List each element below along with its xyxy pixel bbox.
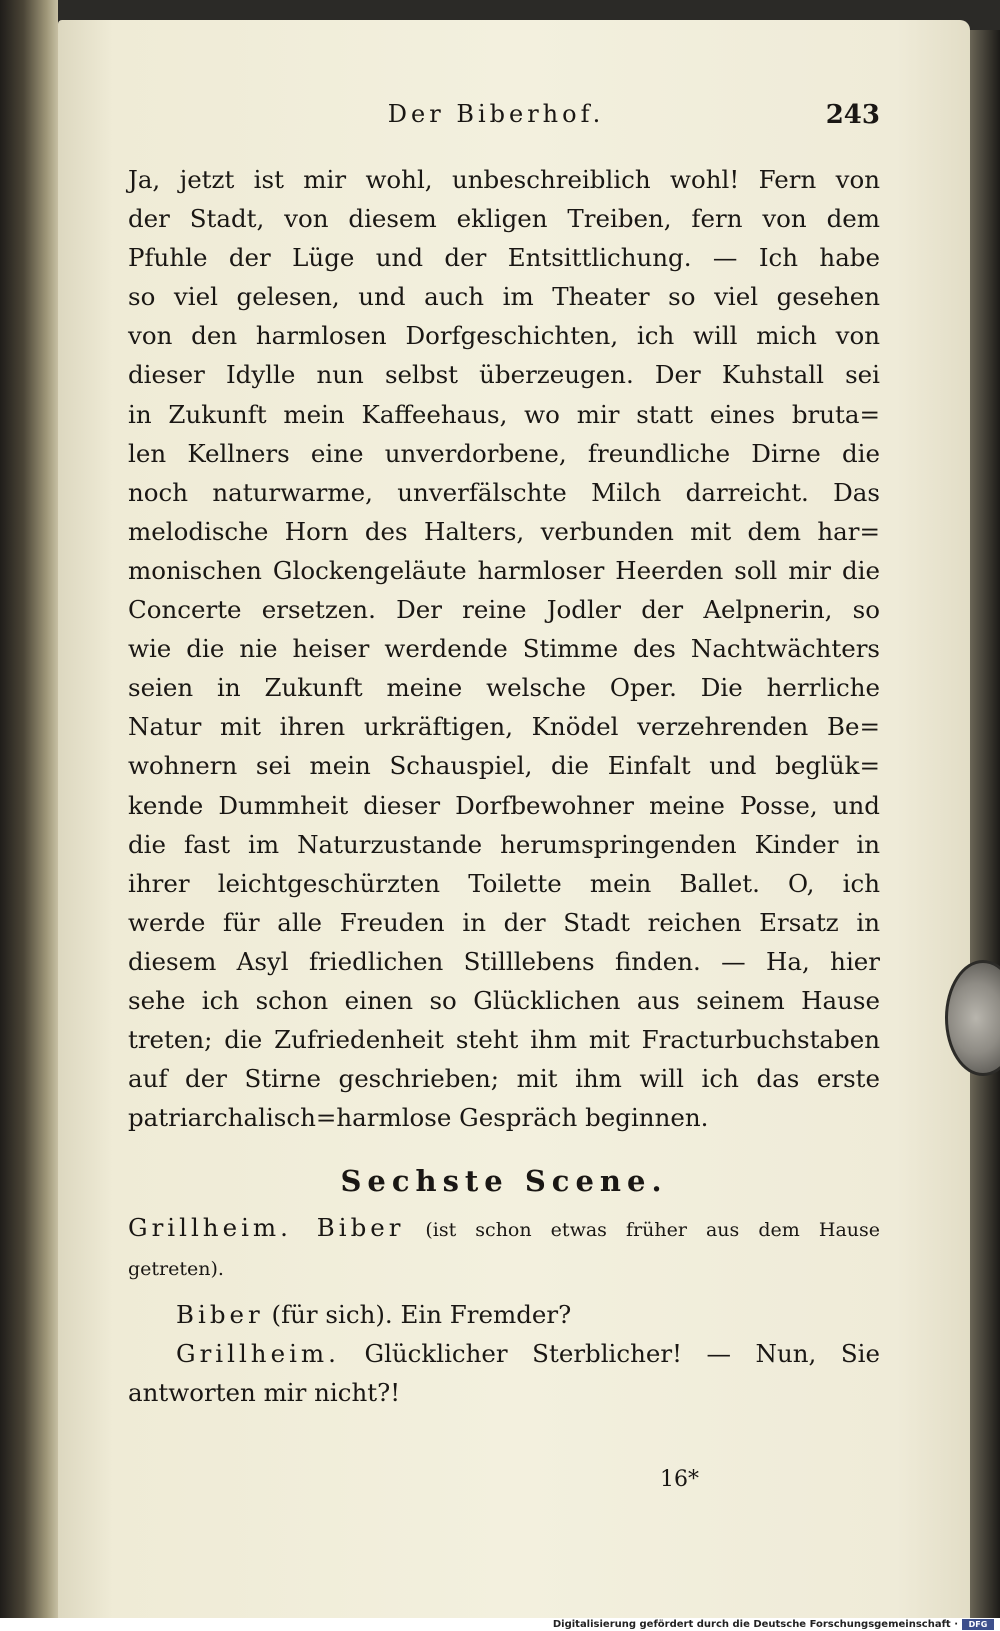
text-line: monischen Glockengeläute harmloser Heerden soll mir die [128, 555, 880, 585]
text-line: diesem Asyl friedlichen Stilllebens finden. — Ha, hier [128, 946, 880, 976]
text-line: ihrer leichtgeschürzten Toilette mein Ballet. O, ich [128, 868, 880, 898]
dfg-logo: DFG [962, 1619, 994, 1630]
text-line: in Zukunft mein Kaffeehaus, wo mir statt eines bruta= [128, 399, 880, 429]
dialogue [128, 1295, 880, 1412]
stage-direction: (ist schon etwas früher aus dem Hause [425, 1219, 881, 1242]
speaker-name: Biber [176, 1299, 264, 1329]
text-line: werde für alle Freuden in der Stadt reichen Ersatz in [128, 907, 880, 937]
text-line: von den harmlosen Dorfgeschichten, ich will mich von [128, 321, 880, 351]
text-line: der Stadt, von diesem ekligen Treiben, fern von dem [128, 204, 880, 234]
cast-line [128, 1208, 880, 1247]
page-number: 243 [825, 100, 880, 130]
text-line: dieser Idylle nun selbst überzeugen. Der Kuhstall sei [128, 360, 880, 390]
text-line: noch naturwarme, unverfälschte Milch darreicht. Das [128, 477, 880, 507]
dialogue-line [128, 1334, 880, 1373]
book-edge-right [970, 30, 1000, 1618]
text-line: wie die nie heiser werdende Stimme des Nachtwächters [128, 634, 880, 664]
text-line: treten; die Zufriedenheit steht ihm mit Fracturbuchstaben [128, 1025, 880, 1055]
text-line: melodische Horn des Halters, verbunden mit dem har= [128, 516, 880, 546]
stage-direction: (für sich). [271, 1299, 393, 1329]
dialogue-text: Glücklicher Sterblicher! — Nun, Sie [364, 1338, 880, 1368]
catchword: 16* [660, 1467, 699, 1492]
page-text [128, 160, 880, 1412]
cast-line [128, 1247, 880, 1286]
running-title: Der Biberhof. [387, 100, 605, 128]
facing-page-edge [0, 0, 58, 1618]
scene-heading: Sechste Scene. [340, 1164, 668, 1199]
dialogue-text: Ein Fremder? [400, 1299, 572, 1329]
footer-credit: Digitalisierung gefördert durch die Deutsche Forschungsgemeinschaft · [552, 1619, 958, 1630]
monologue-paragraph [128, 160, 880, 1137]
dialogue-line [128, 1295, 880, 1334]
text-line: sehe ich schon einen so Glücklichen aus seinem Hause [128, 985, 880, 1015]
text-line: Ja, jetzt ist mir wohl, unbeschreiblich wohl! Fern von [128, 165, 880, 194]
cast-names: Grillheim. Biber [128, 1213, 405, 1243]
text-line: auf der Stirne geschrieben; mit ihm will ich das erste [128, 1064, 880, 1094]
text-line: die fast im Naturzustande herumspringenden Kinder in [128, 829, 880, 859]
dialogue-line: antworten mir nicht?! [128, 1377, 401, 1407]
text-line: Pfuhle der Lüge und der Entsittlichung. — Ich habe [128, 243, 880, 273]
text-line: Natur mit ihren urkräftigen, Knödel verzehrenden Be= [128, 712, 880, 742]
footer-bar [0, 1618, 1000, 1631]
text-line: len Kellners eine unverdorbene, freundliche Dirne die [128, 438, 880, 468]
stage-direction: getreten). [128, 1258, 224, 1281]
text-line: seien in Zukunft meine welsche Oper. Die herrliche [128, 673, 880, 703]
speaker-name: Grillheim. [176, 1338, 340, 1368]
cast-list [128, 1208, 880, 1286]
text-line: wohnern sei mein Schauspiel, die Einfalt und beglük= [128, 751, 880, 781]
text-line: kende Dummheit dieser Dorfbewohner meine Posse, und [128, 790, 880, 820]
text-line: Concerte ersetzen. Der reine Jodler der Aelpnerin, so [128, 595, 880, 625]
text-line: so viel gelesen, und auch im Theater so viel gesehen [128, 282, 880, 312]
page-header [112, 100, 880, 140]
text-line: patriarchalisch=harmlose Gespräch beginnen. [128, 1103, 709, 1133]
